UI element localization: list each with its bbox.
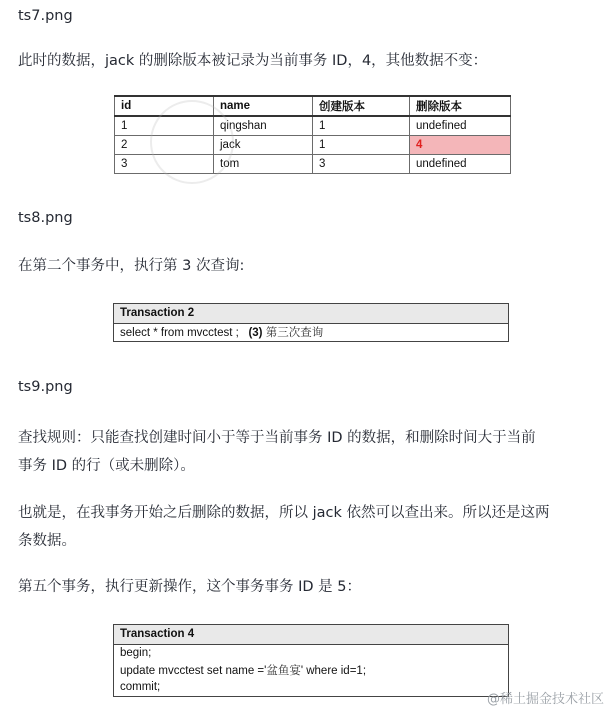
transaction4-begin: begin;	[120, 647, 152, 659]
column-header-name: name	[214, 96, 313, 116]
transaction4-update-row	[114, 662, 508, 679]
transaction2-query-row	[114, 324, 508, 341]
cell-created-version: 1	[313, 136, 410, 155]
update-value: 盆鱼宴	[266, 663, 301, 677]
cell-created-version: 3	[313, 155, 410, 174]
cell-id: 2	[115, 136, 214, 155]
rule-line-2: 事务 ID 的行（或未删除）。	[18, 458, 195, 474]
ts7-label: ts7.png	[18, 8, 73, 24]
transaction2-step: (3)	[248, 327, 263, 339]
cell-created-version: 1	[313, 116, 410, 136]
column-header-id: id	[115, 96, 214, 116]
transaction4-commit: commit;	[120, 681, 161, 693]
cell-deleted-version-highlighted: 4	[410, 136, 511, 155]
cell-id: 3	[115, 155, 214, 174]
cell-name: jack	[214, 136, 313, 155]
transaction2-box	[113, 303, 509, 342]
fifth-transaction-description: 第五个事务，执行更新操作，这个事务事务 ID 是 5：	[18, 579, 361, 595]
ts8-label: ts8.png	[18, 210, 73, 226]
transaction4-box	[113, 624, 509, 697]
update-prefix: update mvcctest set name ='	[120, 665, 267, 677]
table-row	[115, 116, 511, 136]
transaction2-step-note: 第三次查询	[265, 325, 324, 339]
transaction2-sql: select * from mvcctest ;	[120, 327, 239, 339]
transaction2-title: Transaction 2	[114, 304, 508, 324]
column-header-deleted-version: 删除版本	[410, 96, 511, 116]
rule-line-1: 查找规则：只能查找创建时间小于等于当前事务 ID 的数据，和删除时间大于当前	[18, 430, 536, 446]
column-header-created-version: 创建版本	[313, 96, 410, 116]
ts7-description: 此时的数据，jack 的删除版本被记录为当前事务 ID，4，其他数据不变：	[18, 53, 488, 69]
table-row	[115, 155, 511, 174]
version-table	[114, 95, 511, 174]
cell-name: tom	[214, 155, 313, 174]
table-row	[115, 136, 511, 155]
site-watermark: @稀土掘金技术社区	[486, 692, 604, 707]
ts8-description: 在第二个事务中，执行第 3 次查询:	[18, 258, 245, 274]
table-header-row	[115, 96, 511, 116]
explain-line-1: 也就是，在我事务开始之后删除的数据，所以 jack 依然可以查出来。所以还是这两	[18, 505, 550, 521]
cell-id: 1	[115, 116, 214, 136]
cell-name: qingshan	[214, 116, 313, 136]
update-suffix: ' where id=1;	[300, 665, 367, 677]
cell-deleted-version: undefined	[410, 116, 511, 136]
transaction4-title: Transaction 4	[114, 625, 508, 645]
explain-line-2: 条数据。	[18, 533, 76, 549]
ts9-label: ts9.png	[18, 379, 73, 395]
cell-deleted-version: undefined	[410, 155, 511, 174]
